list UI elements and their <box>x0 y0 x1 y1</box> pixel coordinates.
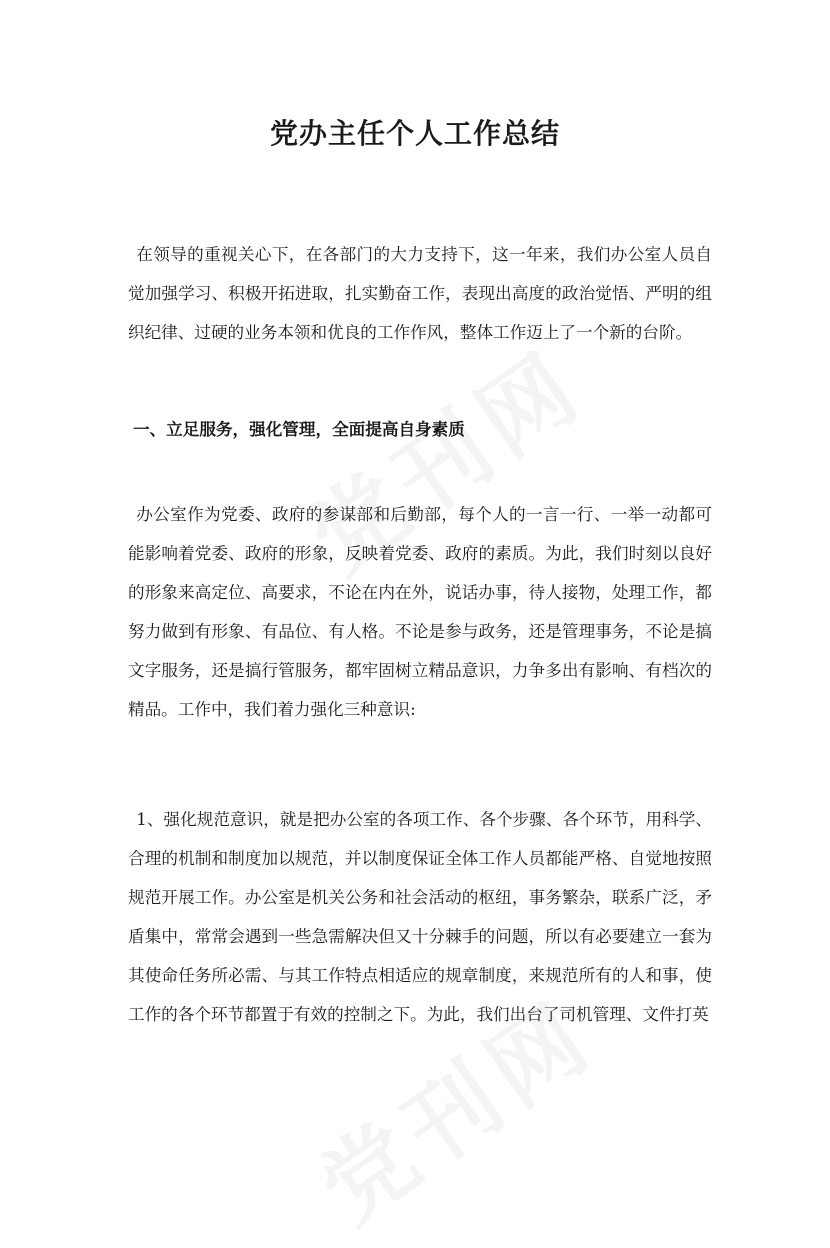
intro-paragraph: 在领导的重视关心下，在各部门的大力支持下，这一年来，我们办公室人员自觉加强学习、积极开拓进取，扎实勤奋工作，表现出高度的政治觉悟、严明的组织纪律、过硬的业务本领和优良的工作作风，整体工作迈上了一个新的台阶。 <box>128 245 712 342</box>
section-heading-1: 一、立足服务，强化管理，全面提高自身素质 <box>132 419 465 439</box>
item-1-paragraph: 1、强化规范意识，就是把办公室的各项工作、各个步骤、各个环节，用科学、合理的机制和制度加以规范，并以制度保证全体工作人员都能严格、自觉地按照规范开展工作。办公室是机关公务和社会活动的枢纽，事务繁杂，联系广泛，矛盾集中，常常会遇到一些急需解决但又十分棘手的问题，所以有必要建立一套为其使命任务所必需、与其工作特点相适应的规章制度，来规范所有的人和事，使工作的各个环节都置于有效的控制之下。为此，我们出台了司机管理、文件打英 <box>128 810 712 1024</box>
document-title: 党办主任个人工作总结 <box>269 117 560 150</box>
section-1-body: 办公室作为党委、政府的参谋部和后勤部，每个人的一言一行、一举一动都可能影响着党委、政府的形象，反映着党委、政府的素质。为此，我们时刻以良好的形象来高定位、高要求，不论在内在外，说话办事，待人接物，处理工作，都努力做到有形象、有品位、有人格。不论是参与政务，还是管理事务，不论是搞文字服务，还是搞行管服务，都牢固树立精品意识，力争多出有影响、有档次的精品。工作中，我们着力强化三种意识: <box>128 505 712 719</box>
